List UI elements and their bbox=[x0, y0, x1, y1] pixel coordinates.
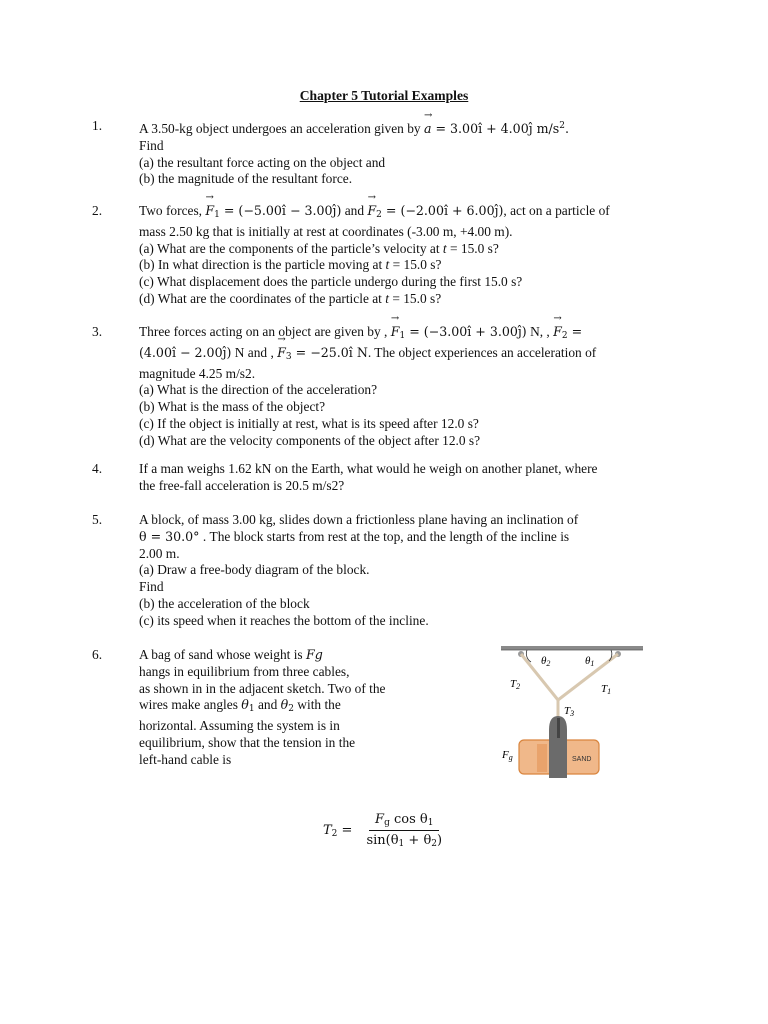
formula-lhs: $T_2$ = bbox=[323, 822, 353, 839]
problem-2-part-d: (d) What are the coordinates of the particle at t = 15.0 s? bbox=[139, 290, 442, 306]
problem-1-part-b: (b) the magnitude of the resultant force. bbox=[139, 171, 353, 187]
problem-4-line-1: If a man weighs 1.62 kN on the Earth, what would he weigh on another planet, where bbox=[139, 461, 598, 476]
problem-2-part-b: (b) In what direction is the particle moving at t = 15.0 s? bbox=[139, 257, 442, 273]
problem-5-line-3: 2.00 m. bbox=[139, 545, 180, 561]
problem-3-line-3: magnitude 4.25 m/s2. bbox=[139, 365, 256, 381]
t3-label: T3 bbox=[564, 705, 575, 718]
problem-5-part-a: (a) Draw a free-body diagram of the block. bbox=[139, 562, 370, 578]
tension-formula bbox=[323, 812, 448, 849]
problem-number: 3. bbox=[92, 324, 103, 339]
problem-5-find: Find bbox=[139, 579, 164, 595]
left-cable bbox=[521, 654, 558, 700]
problem-5-line-1: A block, of mass 3.00 kg, slides down a frictionless plane having an inclination of bbox=[139, 512, 579, 527]
problem-number: 5. bbox=[92, 512, 103, 527]
problem-6-line-1: A bag of sand whose weight is Fg bbox=[139, 647, 323, 662]
problem-1-part-a: (a) the resultant force acting on the object and bbox=[139, 154, 386, 170]
theta1-label: θ1 bbox=[585, 655, 595, 668]
problem-4-line-2: the free-fall acceleration is 20.5 m/s2? bbox=[139, 477, 345, 493]
fg-label: Fg bbox=[502, 749, 513, 762]
problem-5-part-c: (c) its speed when it reaches the bottom of the incline. bbox=[139, 612, 429, 628]
problem-1-line-1: A 3.50-kg object undergoes an acceleration given by → a = 3.00î + 4.00ĵ $m/s^2$. bbox=[139, 118, 679, 138]
problem-6-line-6: equilibrium, show that the tension in the bbox=[139, 734, 356, 750]
problem-6-line-2: hangs in equilibrium from three cables, bbox=[139, 663, 350, 679]
t1-label: T1 bbox=[601, 683, 612, 696]
problem-2-line-2: mass 2.50 kg that is initially at rest at coordinates (-3.00 m, +4.00 m). bbox=[139, 223, 513, 239]
problem-number: 4. bbox=[92, 461, 103, 476]
problem-6-line-4: wires make angles $\theta_1$ and $\theta_2$ with the bbox=[139, 697, 341, 715]
problem-3-part-b: (b) What is the mass of the object? bbox=[139, 399, 326, 415]
formula-fraction bbox=[360, 812, 448, 849]
cable-diagram bbox=[497, 644, 645, 784]
theta2-label: θ2 bbox=[541, 655, 551, 668]
problem-3-line-2: (4.00î − 2.00ĵ) N and , → $F_3$ = −25.0î N. The object experiences an acceleration of bbox=[139, 345, 679, 366]
ceiling-bar bbox=[501, 646, 643, 650]
sand-bag-figure bbox=[497, 644, 645, 784]
t2-label: T2 bbox=[510, 678, 521, 691]
problem-3-part-c: (c) If the object is initially at rest, what is its speed after 12.0 s? bbox=[139, 415, 479, 431]
problem-number: 6. bbox=[92, 647, 103, 662]
problem-5-part-b: (b) the acceleration of the block bbox=[139, 595, 310, 611]
problem-3-line-1: Three forces acting on an object are given by , → $F_1$ = (−3.00î + 3.00ĵ) N, , → $F_2$ = bbox=[139, 324, 679, 345]
problem-number: 2. bbox=[92, 203, 103, 218]
problem-number: 1. bbox=[92, 118, 103, 133]
problem-3-part-d: (d) What are the velocity components of the object after 12.0 s? bbox=[139, 432, 481, 448]
problem-6-line-3: as shown in in the adjacent sketch. Two of the bbox=[139, 680, 386, 696]
problem-5-line-2: θ = 30.0° . The block starts from rest at the top, and the length of the incline is bbox=[139, 528, 570, 544]
problem-6-line-7: left-hand cable is bbox=[139, 751, 232, 767]
formula-denominator: $\sin(\theta_1 + \theta_2)$ bbox=[366, 833, 443, 849]
problem-2-line-1: Two forces, → $F_1$ = (−5.00î − 3.00ĵ) and → $F_2$ = (−2.00î + 6.00ĵ), act on a particle of bbox=[139, 203, 679, 224]
problem-2-part-a: (a) What are the components of the particle’s velocity at t = 15.0 s? bbox=[139, 240, 499, 256]
page-title: Chapter 5 Tutorial Examples bbox=[299, 88, 469, 103]
sand-label: SAND bbox=[572, 756, 592, 763]
formula-numerator: $F_g$ $\cos \theta_1$ bbox=[369, 812, 439, 831]
problem-1-find: Find bbox=[139, 137, 164, 153]
problem-3-part-a: (a) What is the direction of the acceleration? bbox=[139, 382, 378, 398]
problem-6-line-5: horizontal. Assuming the system is in bbox=[139, 718, 340, 734]
problem-2-part-c: (c) What displacement does the particle undergo during the first 15.0 s? bbox=[139, 274, 523, 290]
